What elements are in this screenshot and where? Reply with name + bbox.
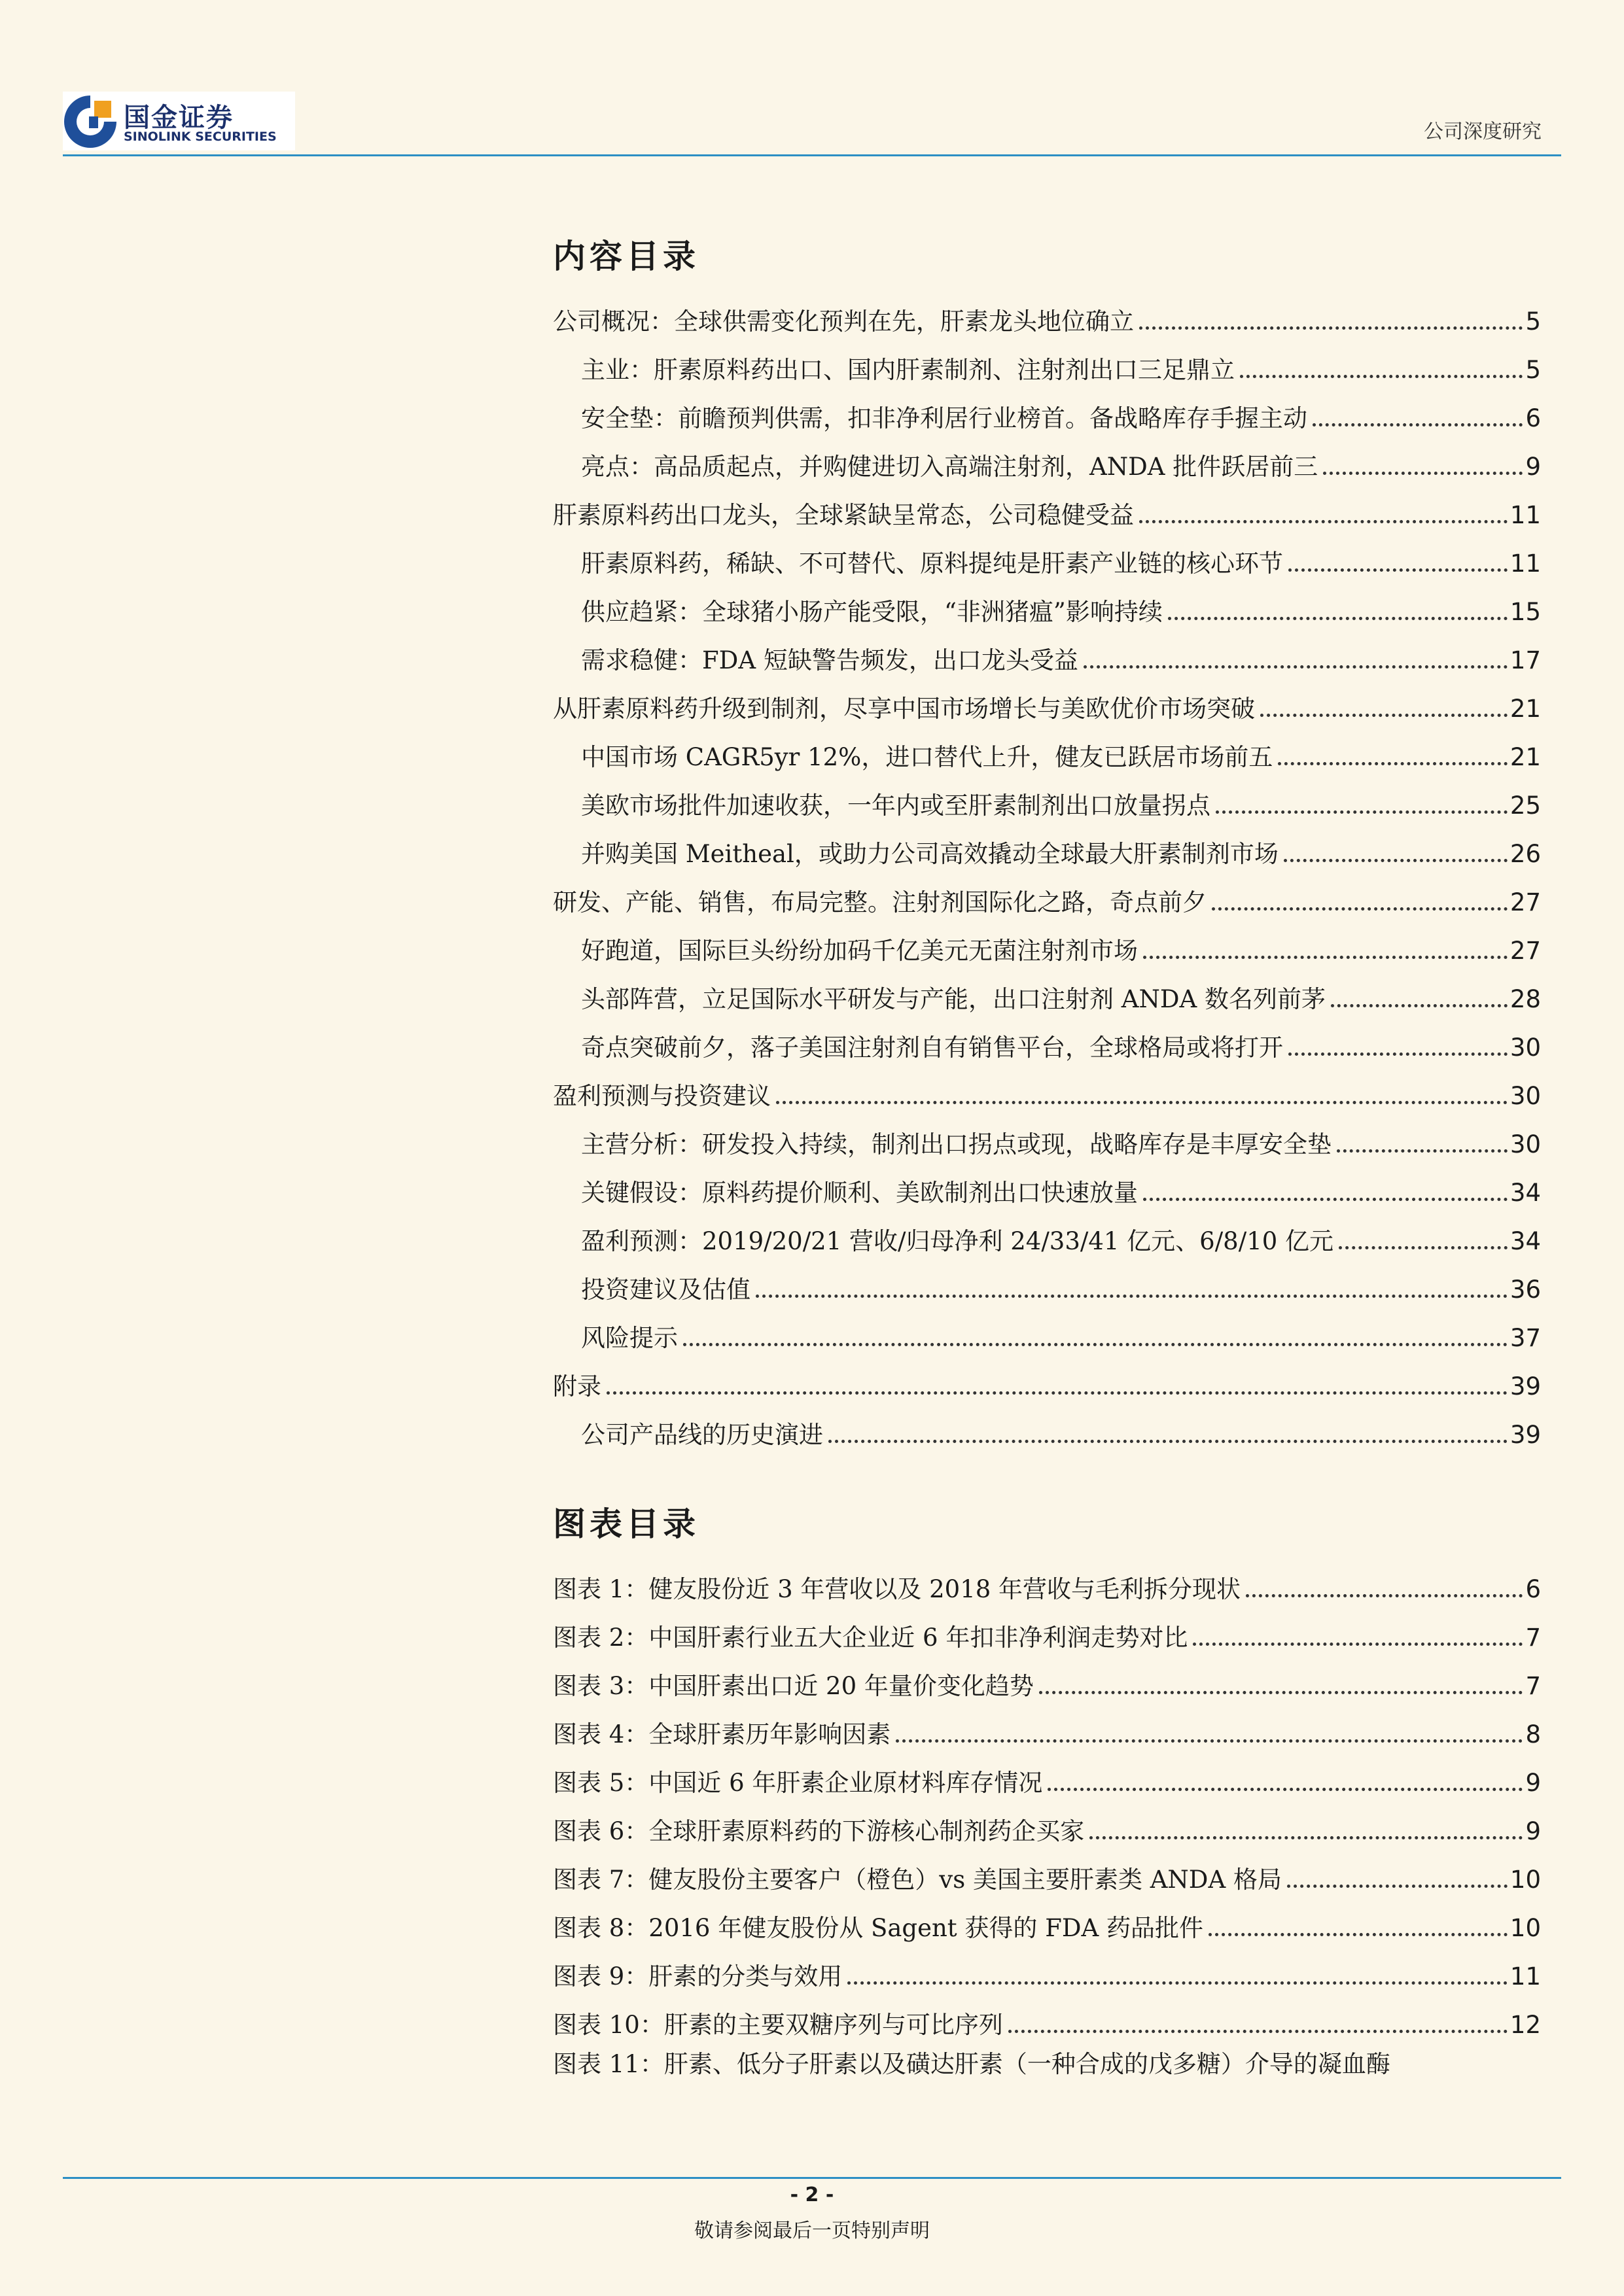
toc-entry-page: 25 [1509, 791, 1541, 820]
figure-list [553, 1554, 1541, 2038]
toc-entry-text: 公司产品线的历史演进 [581, 1421, 823, 1449]
figure-list-entry-page: 10 [1509, 1914, 1541, 1942]
toc-entry[interactable] [553, 1303, 1541, 1351]
toc-entry[interactable] [553, 529, 1541, 577]
dot-leader [1008, 2030, 1508, 2033]
toc-entry-text: 主营分析：研发投入持续，制剂出口拐点或现，战略库存是丰厚安全垫 [581, 1130, 1332, 1158]
figure-list-entry-page: 11 [1509, 1962, 1541, 1991]
figure-list-entry[interactable] [553, 1990, 1541, 2038]
dot-leader [1039, 1691, 1523, 1694]
figure-list-entry[interactable] [553, 1748, 1541, 1796]
dot-leader [1089, 1836, 1523, 1839]
toc-entry-page: 30 [1509, 1082, 1541, 1110]
figure-list-item-continued[interactable]: 图表 11：肝素、低分子肝素以及磺达肝素（一种合成的戊多糖）介导的凝血酶 [553, 2050, 1390, 2078]
figure-list-entry-text: 图表 8：2016 年健友股份从 Sagent 获得的 FDA 药品批件 [553, 1914, 1204, 1942]
figure-list-entry-page: 6 [1525, 1575, 1541, 1603]
toc-entry-text: 主业：肝素原料药出口、国内肝素制剂、注射剂出口三足鼎立 [581, 356, 1235, 384]
page-number: - 2 - [790, 2183, 834, 2206]
toc-entry[interactable] [553, 819, 1541, 867]
dot-leader [1337, 1149, 1508, 1153]
toc-entry-text: 亮点：高品质起点，并购健进切入高端注射剂，ANDA 批件跃居前三 [581, 453, 1318, 481]
company-logo [63, 92, 295, 150]
dot-leader [1168, 617, 1508, 620]
dot-leader [1284, 859, 1508, 862]
toc-entry[interactable] [553, 480, 1541, 529]
toc-entry-page: 37 [1509, 1324, 1541, 1352]
figure-list-entry-text: 图表 10：肝素的主要双糖序列与可比序列 [553, 2011, 1003, 2039]
figure-list-entry[interactable] [553, 1796, 1541, 1845]
toc-entry-text: 附录 [553, 1372, 601, 1400]
toc-entry-page: 27 [1509, 937, 1541, 965]
dot-leader [896, 1739, 1523, 1743]
toc-entry-page: 27 [1509, 888, 1541, 916]
dot-leader [1323, 472, 1523, 475]
dot-leader [1313, 423, 1523, 426]
toc-list [553, 287, 1541, 1448]
dot-leader [756, 1295, 1508, 1298]
toc-entry-page: 17 [1509, 646, 1541, 674]
toc-entry-page: 15 [1509, 598, 1541, 626]
figure-list-entry-text: 图表 6：全球肝素原料药的下游核心制剂药企买家 [553, 1817, 1085, 1845]
toc-entry[interactable] [553, 964, 1541, 1013]
dot-leader [1288, 568, 1508, 572]
toc-entry-text: 安全垫：前瞻预判供需，扣非净利居行业榜首。备战略库存手握主动 [581, 404, 1307, 432]
figure-list-entry-page: 7 [1525, 1672, 1541, 1700]
sinolink-logo-icon [63, 92, 119, 150]
report-type-label: 公司深度研究 [1424, 120, 1542, 143]
toc-entry[interactable] [553, 335, 1541, 383]
logo-chinese-name: 国金证券 [124, 103, 234, 133]
toc-entry[interactable] [553, 1158, 1541, 1206]
toc-entry-page: 5 [1525, 356, 1541, 384]
figure-list-entry[interactable] [553, 1941, 1541, 1990]
figure-list-entry[interactable] [553, 1893, 1541, 1941]
toc-entry-page: 34 [1509, 1179, 1541, 1207]
toc-entry-text: 美欧市场批件加速收获，一年内或至肝素制剂出口放量拐点 [581, 791, 1210, 820]
figure-list-entry-text: 图表 5：中国近 6 年肝素企业原材料库存情况 [553, 1769, 1043, 1797]
dot-leader [1339, 1246, 1508, 1249]
toc-entry-text: 从肝素原料药升级到制剂，尽享中国市场增长与美欧优价市场突破 [553, 695, 1255, 723]
dot-leader [1246, 1594, 1523, 1597]
dot-leader [1209, 1933, 1508, 1936]
toc-entry-page: 5 [1525, 307, 1541, 336]
dot-leader [1240, 375, 1523, 378]
dot-leader [1143, 1198, 1508, 1201]
toc-entry[interactable] [553, 722, 1541, 771]
figure-list-title: 图表目录 [553, 1505, 699, 1543]
header-divider [63, 154, 1561, 156]
toc-entry-text: 头部阵营，立足国际水平研发与产能，出口注射剂 ANDA 数名列前茅 [581, 985, 1326, 1013]
dot-leader [683, 1343, 1508, 1346]
toc-entry-text: 中国市场 CAGR5yr 12%，进口替代上升，健友已跃居市场前五 [581, 743, 1273, 771]
toc-entry-page: 6 [1525, 404, 1541, 432]
footer-divider [63, 2177, 1561, 2179]
toc-entry-text: 投资建议及估值 [581, 1276, 750, 1304]
figure-list-entry-page: 12 [1509, 2011, 1541, 2039]
figure-list-entry-text: 图表 9：肝素的分类与效用 [553, 1962, 843, 1991]
dot-leader [1288, 1052, 1508, 1056]
figure-list-entry[interactable] [553, 1845, 1541, 1893]
toc-entry-page: 26 [1509, 840, 1541, 868]
toc-entry-page: 34 [1509, 1227, 1541, 1255]
toc-entry[interactable] [553, 674, 1541, 722]
dot-leader [1216, 810, 1508, 814]
toc-entry-page: 30 [1509, 1034, 1541, 1062]
toc-entry-text: 并购美国 Meitheal，或助力公司高效撬动全球最大肝素制剂市场 [581, 840, 1279, 868]
figure-list-entry-text: 图表 4：全球肝素历年影响因素 [553, 1720, 891, 1748]
toc-entry-page: 11 [1509, 549, 1541, 578]
figure-list-entry-text: 图表 3：中国肝素出口近 20 年量价变化趋势 [553, 1672, 1034, 1700]
toc-entry[interactable] [553, 432, 1541, 480]
dot-leader [1139, 520, 1508, 523]
toc-entry-text: 风险提示 [581, 1324, 678, 1352]
toc-entry-text: 肝素原料药出口龙头，全球紧缺呈常态，公司稳健受益 [553, 501, 1134, 529]
toc-entry-page: 21 [1509, 695, 1541, 723]
toc-entry[interactable] [553, 1109, 1541, 1158]
dot-leader [1212, 907, 1508, 911]
dot-leader [1331, 1004, 1508, 1007]
toc-entry-text: 需求稳健：FDA 短缺警告频发，出口龙头受益 [581, 646, 1078, 674]
disclaimer-text: 敬请参阅最后一页特别声明 [694, 2219, 930, 2242]
figure-list-entry-text: 图表 7：健友股份主要客户（橙色）vs 美国主要肝素类 ANDA 格局 [553, 1866, 1282, 1894]
toc-entry-text: 公司概况：全球供需变化预判在先，肝素龙头地位确立 [553, 307, 1134, 336]
logo-english-name: SINOLINK SECURITIES [124, 130, 277, 144]
toc-entry-text: 研发、产能、销售，布局完整。注射剂国际化之路，奇点前夕 [553, 888, 1207, 916]
dot-leader [828, 1440, 1508, 1443]
toc-entry-text: 肝素原料药，稀缺、不可替代、原料提纯是肝素产业链的核心环节 [581, 549, 1283, 578]
dot-leader [776, 1101, 1508, 1104]
dot-leader [1048, 1788, 1523, 1791]
figure-list-entry[interactable] [553, 1651, 1541, 1699]
toc-entry[interactable] [553, 1061, 1541, 1109]
toc-entry-text: 盈利预测与投资建议 [553, 1082, 771, 1110]
toc-entry-page: 11 [1509, 501, 1541, 529]
figure-list-entry-page: 7 [1525, 1624, 1541, 1652]
toc-entry-text: 好跑道，国际巨头纷纷加码千亿美元无菌注射剂市场 [581, 937, 1138, 965]
dot-leader [1287, 1885, 1508, 1888]
figure-list-entry-page: 9 [1525, 1769, 1541, 1797]
dot-leader [1278, 762, 1508, 765]
toc-entry-text: 关键假设：原料药提价顺利、美欧制剂出口快速放量 [581, 1179, 1138, 1207]
figure-list-entry-text: 图表 2：中国肝素行业五大企业近 6 年扣非净利润走势对比 [553, 1624, 1188, 1652]
dot-leader [1193, 1643, 1523, 1646]
toc-entry[interactable] [553, 1255, 1541, 1303]
toc-entry-page: 36 [1509, 1276, 1541, 1304]
toc-entry[interactable] [553, 287, 1541, 335]
toc-entry-page: 39 [1509, 1421, 1541, 1449]
figure-list-entry[interactable] [553, 1699, 1541, 1748]
toc-entry-page: 30 [1509, 1130, 1541, 1158]
dot-leader [1139, 326, 1523, 330]
toc-entry[interactable] [553, 577, 1541, 625]
figure-list-entry-page: 9 [1525, 1817, 1541, 1845]
figure-list-entry[interactable] [553, 1603, 1541, 1651]
dot-leader [1260, 714, 1508, 717]
toc-entry-text: 盈利预测：2019/20/21 营收/归母净利 24/33/41 亿元、6/8/10 亿元 [581, 1227, 1334, 1255]
figure-list-entry-text: 图表 1：健友股份近 3 年营收以及 2018 年营收与毛利拆分现状 [553, 1575, 1241, 1603]
toc-entry[interactable] [553, 625, 1541, 674]
toc-entry[interactable] [553, 1013, 1541, 1061]
figure-list-entry[interactable] [553, 1554, 1541, 1603]
dot-leader [607, 1391, 1508, 1395]
toc-entry[interactable] [553, 383, 1541, 432]
toc-entry-text: 奇点突破前夕，落子美国注射剂自有销售平台，全球格局或将打开 [581, 1034, 1283, 1062]
toc-entry-page: 39 [1509, 1372, 1541, 1400]
toc-entry-page: 21 [1509, 743, 1541, 771]
toc-entry-text: 供应趋紧：全球猪小肠产能受限，“非洲猪瘟”影响持续 [581, 598, 1163, 626]
toc-entry[interactable] [553, 867, 1541, 916]
toc-entry[interactable] [553, 1351, 1541, 1400]
toc-entry[interactable] [553, 916, 1541, 964]
toc-entry-page: 9 [1525, 453, 1541, 481]
toc-entry[interactable] [553, 1400, 1541, 1448]
dot-leader [1143, 956, 1508, 959]
toc-entry[interactable] [553, 1206, 1541, 1255]
toc-entry[interactable] [553, 771, 1541, 819]
dot-leader [847, 1981, 1508, 1985]
dot-leader [1084, 665, 1508, 669]
figure-list-entry-page: 8 [1525, 1720, 1541, 1748]
toc-entry-page: 28 [1509, 985, 1541, 1013]
figure-list-entry-page: 10 [1509, 1866, 1541, 1894]
toc-title: 内容目录 [553, 237, 699, 275]
